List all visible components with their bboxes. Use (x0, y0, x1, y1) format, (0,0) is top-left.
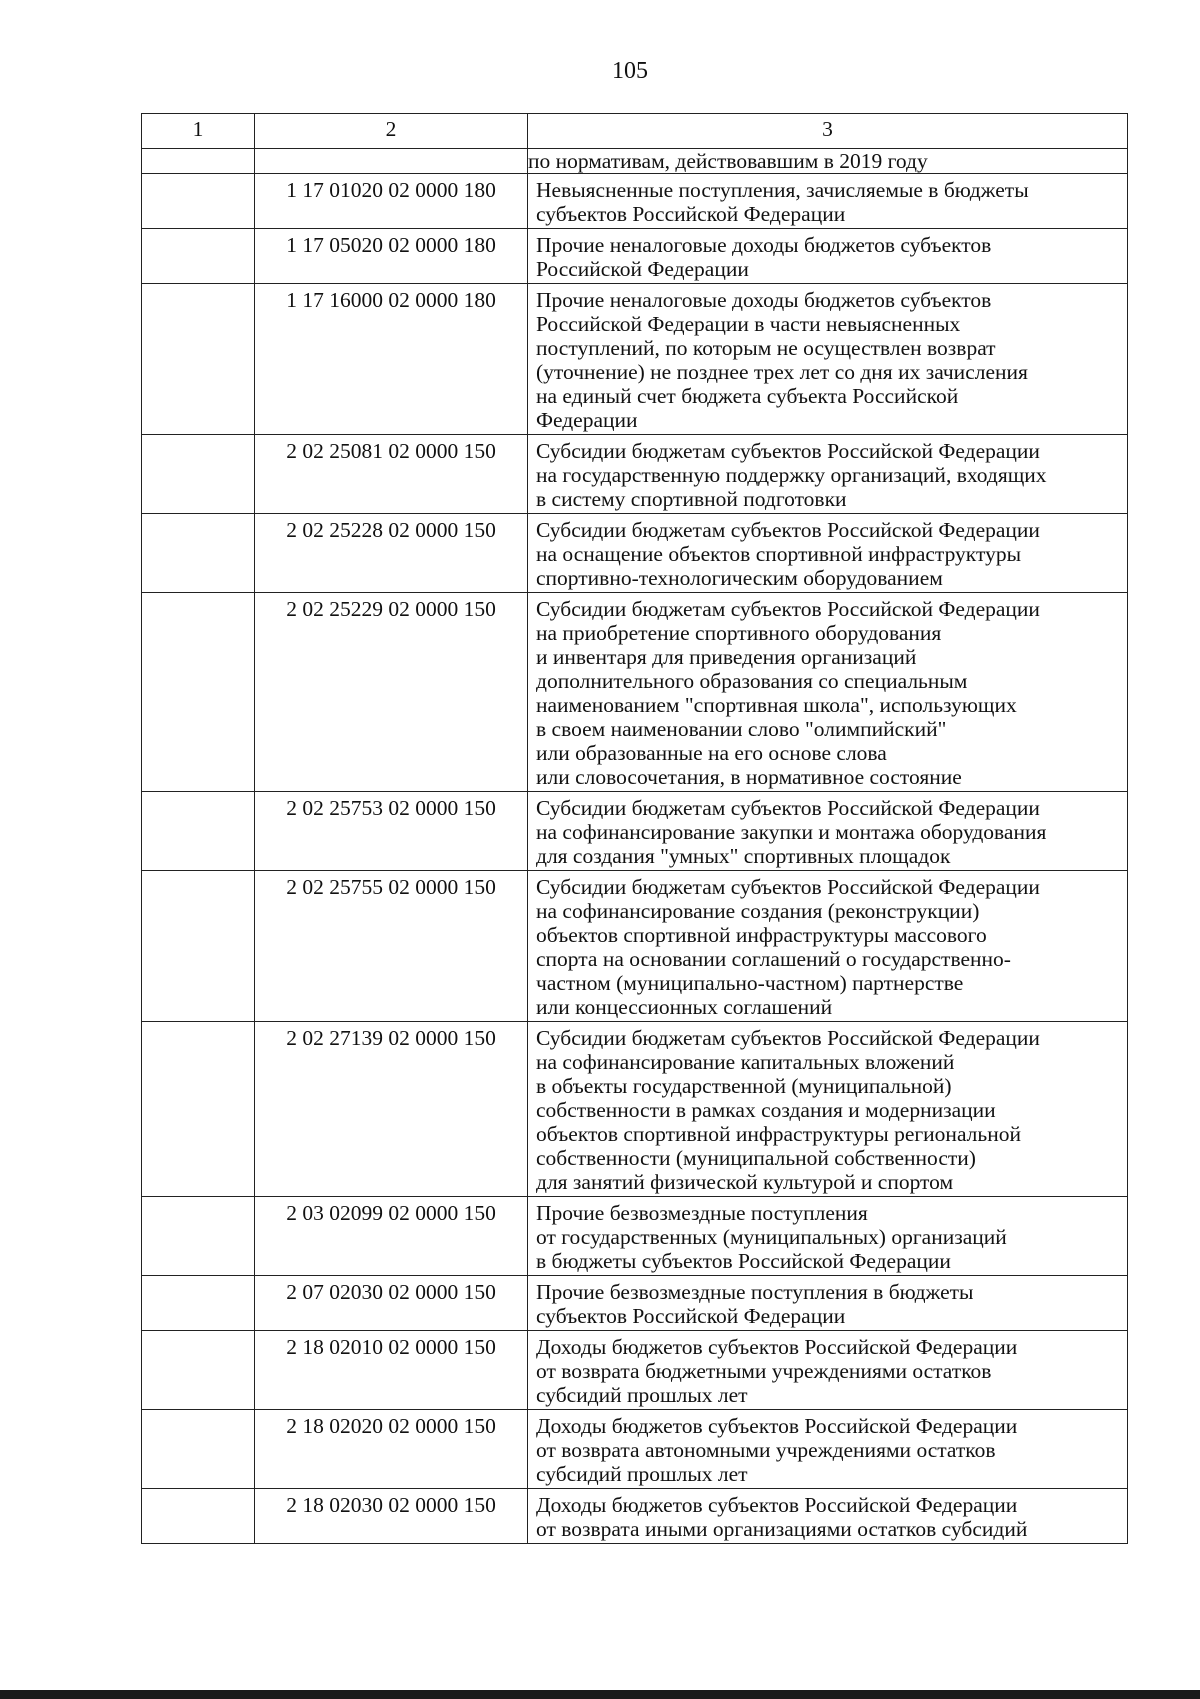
table-body (142, 114, 1128, 1544)
empty-cell (142, 792, 255, 871)
description-line: Субсидии бюджетам субъектов Российской Федерации (536, 597, 1040, 621)
description-line: в объекты государственной (муниципальной) (536, 1074, 952, 1098)
classification-code: 2 02 27139 02 0000 150 (255, 1022, 528, 1197)
classification-code: 1 17 05020 02 0000 180 (255, 229, 528, 284)
empty-cell (142, 149, 255, 174)
description-line: на софинансирование закупки и монтажа оборудования (536, 820, 1047, 844)
revenue-description (528, 229, 1128, 284)
continuation-text: по нормативам, действовавшим в 2019 году (528, 149, 1128, 174)
table-row (142, 284, 1128, 435)
revenue-description (528, 1022, 1128, 1197)
classification-code: 2 18 02010 02 0000 150 (255, 1331, 528, 1410)
description-line: в своем наименовании слово "олимпийский" (536, 717, 947, 741)
revenue-description (528, 1489, 1128, 1544)
description-line: Субсидии бюджетам субъектов Российской Федерации (536, 439, 1040, 463)
empty-cell (255, 149, 528, 174)
empty-cell (142, 1022, 255, 1197)
description-line: на приобретение спортивного оборудования (536, 621, 942, 645)
table-row (142, 1331, 1128, 1410)
table-row (142, 1410, 1128, 1489)
description-line: Российской Федерации в части невыясненных (536, 312, 961, 336)
description-line: в бюджеты субъектов Российской Федерации (536, 1249, 951, 1273)
description-line: Прочие неналоговые доходы бюджетов субъектов (536, 233, 992, 257)
description-line: Прочие безвозмездные поступления (536, 1201, 868, 1225)
description-line: (уточнение) не позднее трех лет со дня их зачисления (536, 360, 1028, 384)
description-line: Доходы бюджетов субъектов Российской Федерации (536, 1493, 1018, 1517)
description-line: спорта на основании соглашений о государственно- (536, 947, 1011, 971)
description-line: Прочие неналоговые доходы бюджетов субъектов (536, 288, 992, 312)
description-line: Невыясненные поступления, зачисляемые в бюджеты (536, 178, 1029, 202)
classification-code: 2 02 25755 02 0000 150 (255, 871, 528, 1022)
empty-cell (142, 593, 255, 792)
classification-code: 2 02 25229 02 0000 150 (255, 593, 528, 792)
column-header-3: 3 (528, 114, 1128, 149)
description-line: дополнительного образования со специальным (536, 669, 968, 693)
revenue-description (528, 1197, 1128, 1276)
table-row (142, 593, 1128, 792)
revenue-description (528, 435, 1128, 514)
empty-cell (142, 1410, 255, 1489)
description-line: Прочие безвозмездные поступления в бюджеты (536, 1280, 974, 1304)
table-row (142, 1489, 1128, 1544)
empty-cell (142, 229, 255, 284)
revenue-description (528, 1331, 1128, 1410)
description-line: объектов спортивной инфраструктуры региональной (536, 1122, 1021, 1146)
page-number: 105 (612, 58, 648, 84)
table-row (142, 1276, 1128, 1331)
table-row (142, 792, 1128, 871)
description-line: в систему спортивной подготовки (536, 487, 847, 511)
description-line: для создания "умных" спортивных площадок (536, 844, 951, 868)
classification-code: 1 17 01020 02 0000 180 (255, 174, 528, 229)
description-line: на единый счет бюджета субъекта Российской (536, 384, 959, 408)
table-row (142, 871, 1128, 1022)
description-line: поступлений, по которым не осуществлен возврат (536, 336, 996, 360)
empty-cell (142, 435, 255, 514)
description-line: для занятий физической культурой и спортом (536, 1170, 954, 1194)
description-line: на государственную поддержку организаций, входящих (536, 463, 1047, 487)
continuation-row (142, 149, 1128, 174)
description-line: Субсидии бюджетам субъектов Российской Федерации (536, 518, 1040, 542)
scan-bottom-edge (0, 1690, 1200, 1699)
description-line: субсидий прошлых лет (536, 1383, 748, 1407)
classification-code: 2 07 02030 02 0000 150 (255, 1276, 528, 1331)
table-row (142, 514, 1128, 593)
description-line: спортивно-технологическим оборудованием (536, 566, 943, 590)
description-line: на оснащение объектов спортивной инфраструктуры (536, 542, 1022, 566)
classification-code: 2 03 02099 02 0000 150 (255, 1197, 528, 1276)
description-line: на софинансирование создания (реконструкции) (536, 899, 980, 923)
revenue-description (528, 174, 1128, 229)
description-line: от возврата автономными учреждениями остатков (536, 1438, 996, 1462)
description-line: субъектов Российской Федерации (536, 202, 846, 226)
table-row (142, 229, 1128, 284)
revenue-description (528, 871, 1128, 1022)
description-line: субсидий прошлых лет (536, 1462, 748, 1486)
table-row (142, 1022, 1128, 1197)
revenue-description (528, 1276, 1128, 1331)
empty-cell (142, 174, 255, 229)
table-header-row (142, 114, 1128, 149)
empty-cell (142, 1197, 255, 1276)
empty-cell (142, 1489, 255, 1544)
description-line: от возврата бюджетными учреждениями остатков (536, 1359, 992, 1383)
description-line: от возврата иными организациями остатков субсидий (536, 1517, 1028, 1541)
classification-code: 2 02 25228 02 0000 150 (255, 514, 528, 593)
classification-code: 2 18 02030 02 0000 150 (255, 1489, 528, 1544)
budget-codes-table (141, 113, 1128, 1544)
description-line: на софинансирование капитальных вложений (536, 1050, 955, 1074)
description-line: или концессионных соглашений (536, 995, 833, 1019)
description-line: и инвентаря для приведения организаций (536, 645, 917, 669)
description-line: Субсидии бюджетам субъектов Российской Федерации (536, 796, 1040, 820)
description-line: субъектов Российской Федерации (536, 1304, 846, 1328)
revenue-description (528, 284, 1128, 435)
classification-code: 2 02 25753 02 0000 150 (255, 792, 528, 871)
description-line: или словосочетания, в нормативное состояние (536, 765, 962, 789)
description-line: или образованные на его основе слова (536, 741, 887, 765)
empty-cell (142, 871, 255, 1022)
empty-cell (142, 1331, 255, 1410)
table-row (142, 435, 1128, 514)
description-line: Субсидии бюджетам субъектов Российской Федерации (536, 1026, 1040, 1050)
table-row (142, 1197, 1128, 1276)
description-line: частном (муниципально-частном) партнерстве (536, 971, 964, 995)
empty-cell (142, 284, 255, 435)
description-line: объектов спортивной инфраструктуры массового (536, 923, 987, 947)
description-line: Федерации (536, 408, 638, 432)
description-line: Российской Федерации (536, 257, 749, 281)
classification-code: 2 02 25081 02 0000 150 (255, 435, 528, 514)
column-header-2: 2 (255, 114, 528, 149)
revenue-description (528, 1410, 1128, 1489)
classification-code: 1 17 16000 02 0000 180 (255, 284, 528, 435)
revenue-description (528, 514, 1128, 593)
description-line: Доходы бюджетов субъектов Российской Федерации (536, 1414, 1018, 1438)
description-line: собственности в рамках создания и модернизации (536, 1098, 996, 1122)
description-line: от государственных (муниципальных) организаций (536, 1225, 1007, 1249)
empty-cell (142, 1276, 255, 1331)
description-line: наименованием "спортивная школа", использующих (536, 693, 1017, 717)
revenue-description (528, 593, 1128, 792)
revenue-description (528, 792, 1128, 871)
column-header-1: 1 (142, 114, 255, 149)
description-line: Субсидии бюджетам субъектов Российской Федерации (536, 875, 1040, 899)
description-line: собственности (муниципальной собственности) (536, 1146, 976, 1170)
classification-code: 2 18 02020 02 0000 150 (255, 1410, 528, 1489)
description-line: Доходы бюджетов субъектов Российской Федерации (536, 1335, 1018, 1359)
table-row (142, 174, 1128, 229)
empty-cell (142, 514, 255, 593)
